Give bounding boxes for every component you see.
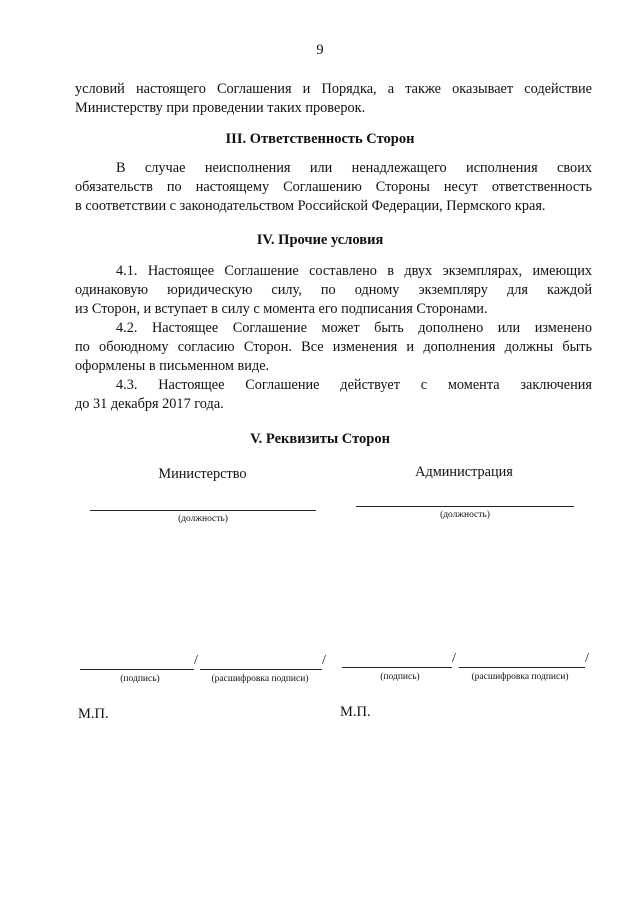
right-decoding-slash: / bbox=[585, 651, 589, 666]
section-4-title: IV. Прочие условия bbox=[256, 232, 384, 248]
right-signature-line bbox=[342, 667, 452, 668]
section-4-p3-line-1: 4.3. Настоящее Соглашение действует с момента заключения bbox=[116, 377, 592, 393]
right-decoding-caption: (расшифровка подписи) bbox=[471, 672, 569, 682]
section-4-p1-line-2: одинаковую юридическую силу, по одному экземпляру для каждой bbox=[75, 282, 592, 298]
intro-line-1: условий настоящего Соглашения и Порядка, а также оказывает содействие bbox=[75, 81, 592, 97]
left-signature-slash: / bbox=[194, 653, 198, 668]
section-3-line-3: в соответствии с законодательством Российской Федерации, Пермского края. bbox=[75, 198, 546, 214]
left-decoding-line bbox=[200, 669, 322, 670]
section-3-line-2: обязательств по настоящему Соглашению Стороны несут ответственность bbox=[75, 179, 592, 195]
right-position-caption: (должность) bbox=[440, 510, 490, 520]
right-signature-slash: / bbox=[452, 651, 456, 666]
section-3-line-1: В случае неисполнения или ненадлежащего исполнения своих bbox=[116, 160, 592, 176]
left-signature-caption: (подпись) bbox=[120, 674, 160, 684]
right-decoding-line bbox=[459, 667, 585, 668]
left-decoding-caption: (расшифровка подписи) bbox=[211, 674, 309, 684]
right-party-name: Администрация bbox=[415, 464, 513, 480]
page-number: 9 bbox=[316, 42, 324, 58]
left-position-line bbox=[90, 510, 316, 511]
section-4-p2-line-3: оформлены в письменном виде. bbox=[75, 358, 270, 374]
left-position-caption: (должность) bbox=[178, 514, 228, 524]
section-4-p1-line-3: из Сторон, и вступает в силу с момента его подписания Сторонами. bbox=[75, 301, 488, 317]
section-4-p2-line-2: по обоюдному согласию Сторон. Все изменения и дополнения должны быть bbox=[75, 339, 592, 355]
section-4-p1-line-1: 4.1. Настоящее Соглашение составлено в двух экземплярах, имеющих bbox=[116, 263, 592, 279]
section-4-p3-line-2: до 31 декабря 2017 года. bbox=[75, 396, 224, 412]
intro-line-2: Министерству при проведении таких проверок. bbox=[75, 100, 366, 116]
section-5-title: V. Реквизиты Сторон bbox=[250, 431, 390, 447]
section-4-p2-line-1: 4.2. Настоящее Соглашение может быть дополнено или изменено bbox=[116, 320, 592, 336]
right-signature-caption: (подпись) bbox=[380, 672, 420, 682]
left-party-name: Министерство bbox=[158, 466, 247, 482]
left-decoding-slash: / bbox=[322, 653, 326, 668]
section-3-title: III. Ответственность Сторон bbox=[225, 131, 415, 147]
left-signature-line bbox=[80, 669, 194, 670]
right-stamp-label: М.П. bbox=[340, 704, 371, 720]
right-position-line bbox=[356, 506, 574, 507]
left-stamp-label: М.П. bbox=[78, 706, 109, 722]
